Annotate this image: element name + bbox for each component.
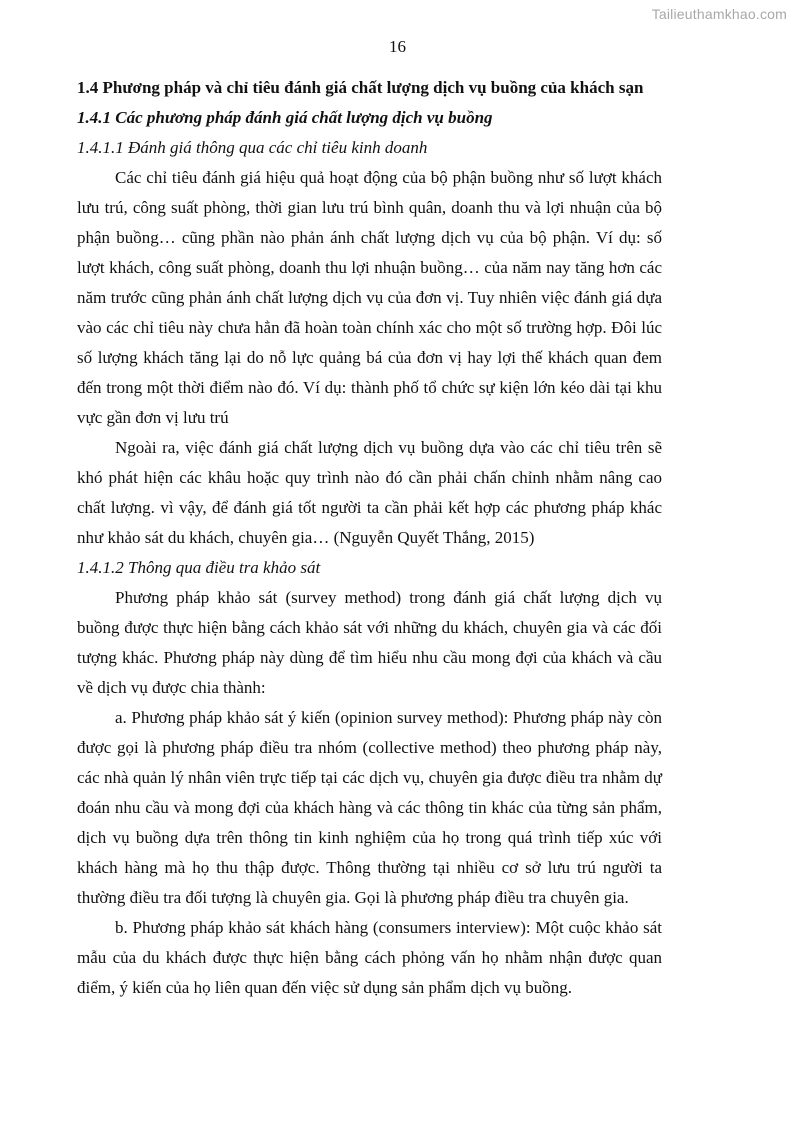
subsection-heading: 1.4.1 Các phương pháp đánh giá chất lượng dịch vụ buồng <box>77 108 493 127</box>
paragraph-3: Phương pháp khảo sát (survey method) trong đánh giá chất lượng dịch vụ buồng được thực hiện bằng cách khảo sát với những du khách, chuyên gia và các đối tượng khác. Phương pháp này dùng để tìm hiểu nhu cầu mong đợi của khách và cầu về dịch vụ được chia thành: <box>77 588 662 697</box>
paragraph-4: a. Phương pháp khảo sát ý kiến (opinion survey method): Phương pháp này còn được gọi là phương pháp điều tra nhóm (collective method) theo phương pháp này, các nhà quản lý nhân viên trực tiếp tại các dịch vụ, chuyên gia được điều tra nhằm dự đoán nhu cầu và mong đợi của khách hàng và các thông tin khác của từng sản phẩm, dịch vụ buồng dựa trên thông tin kinh nghiệm của họ trong quá trình tiếp xúc với khách hàng mà họ thu thập được. Thông thường tại nhiều cơ sở lưu trú người ta thường điều tra đối tượng là chuyên gia. Gọi là phương pháp điều tra chuyên gia. <box>77 708 662 907</box>
subsubsection-heading-survey: 1.4.1.2 Thông qua điều tra khảo sát <box>77 558 321 577</box>
paragraph-5: b. Phương pháp khảo sát khách hàng (consumers interview): Một cuộc khảo sát mẫu của du khách được thực hiện bằng cách phỏng vấn họ nhằm nhận được quan điểm, ý kiến của họ liên quan đến việc sử dụng sản phẩm dịch vụ buồng. <box>77 918 662 997</box>
document-body <box>77 73 662 1003</box>
watermark: Tailieuthamkhao.com <box>651 6 787 22</box>
paragraph-2: Ngoài ra, việc đánh giá chất lượng dịch vụ buồng dựa vào các chỉ tiêu trên sẽ khó phát hiện các khâu hoặc quy trình nào đó cần phải chấn chỉnh nhằm nâng cao chất lượng. vì vậy, để đánh giá tốt người ta cần phải kết hợp các phương pháp khác như khảo sát du khách, chuyên gia… (Nguyễn Quyết Thắng, 2015) <box>77 438 662 547</box>
section-heading: 1.4 Phương pháp và chỉ tiêu đánh giá chất lượng dịch vụ buồng của khách sạn <box>77 78 644 97</box>
page-number: 16 <box>389 37 406 56</box>
paragraph-1: Các chỉ tiêu đánh giá hiệu quả hoạt động của bộ phận buồng như số lượt khách lưu trú, công suất phòng, thời gian lưu trú bình quân, doanh thu và lợi nhuận của bộ phận buồng… cũng phần nào phản ánh chất lượng dịch vụ của bộ phận. Ví dụ: số lượt khách, công suất phòng, doanh thu lợi nhuận buồng… của năm nay tăng hơn các năm trước cũng phản ánh chất lượng dịch vụ của đơn vị. Tuy nhiên việc đánh giá dựa vào các chỉ tiêu này chưa hẳn đã hoàn toàn chính xác cho một số trường hợp. Đôi lúc số lượng khách tăng lại do nỗ lực quảng bá của đơn vị hay lợi thế khách quan đem đến trong một thời điểm nào đó. Ví dụ: thành phố tổ chức sự kiện lớn kéo dài tại khu vực gần đơn vị lưu trú <box>77 168 662 427</box>
subsubsection-heading-business-indicators: 1.4.1.1 Đánh giá thông qua các chỉ tiêu kinh doanh <box>77 138 428 157</box>
